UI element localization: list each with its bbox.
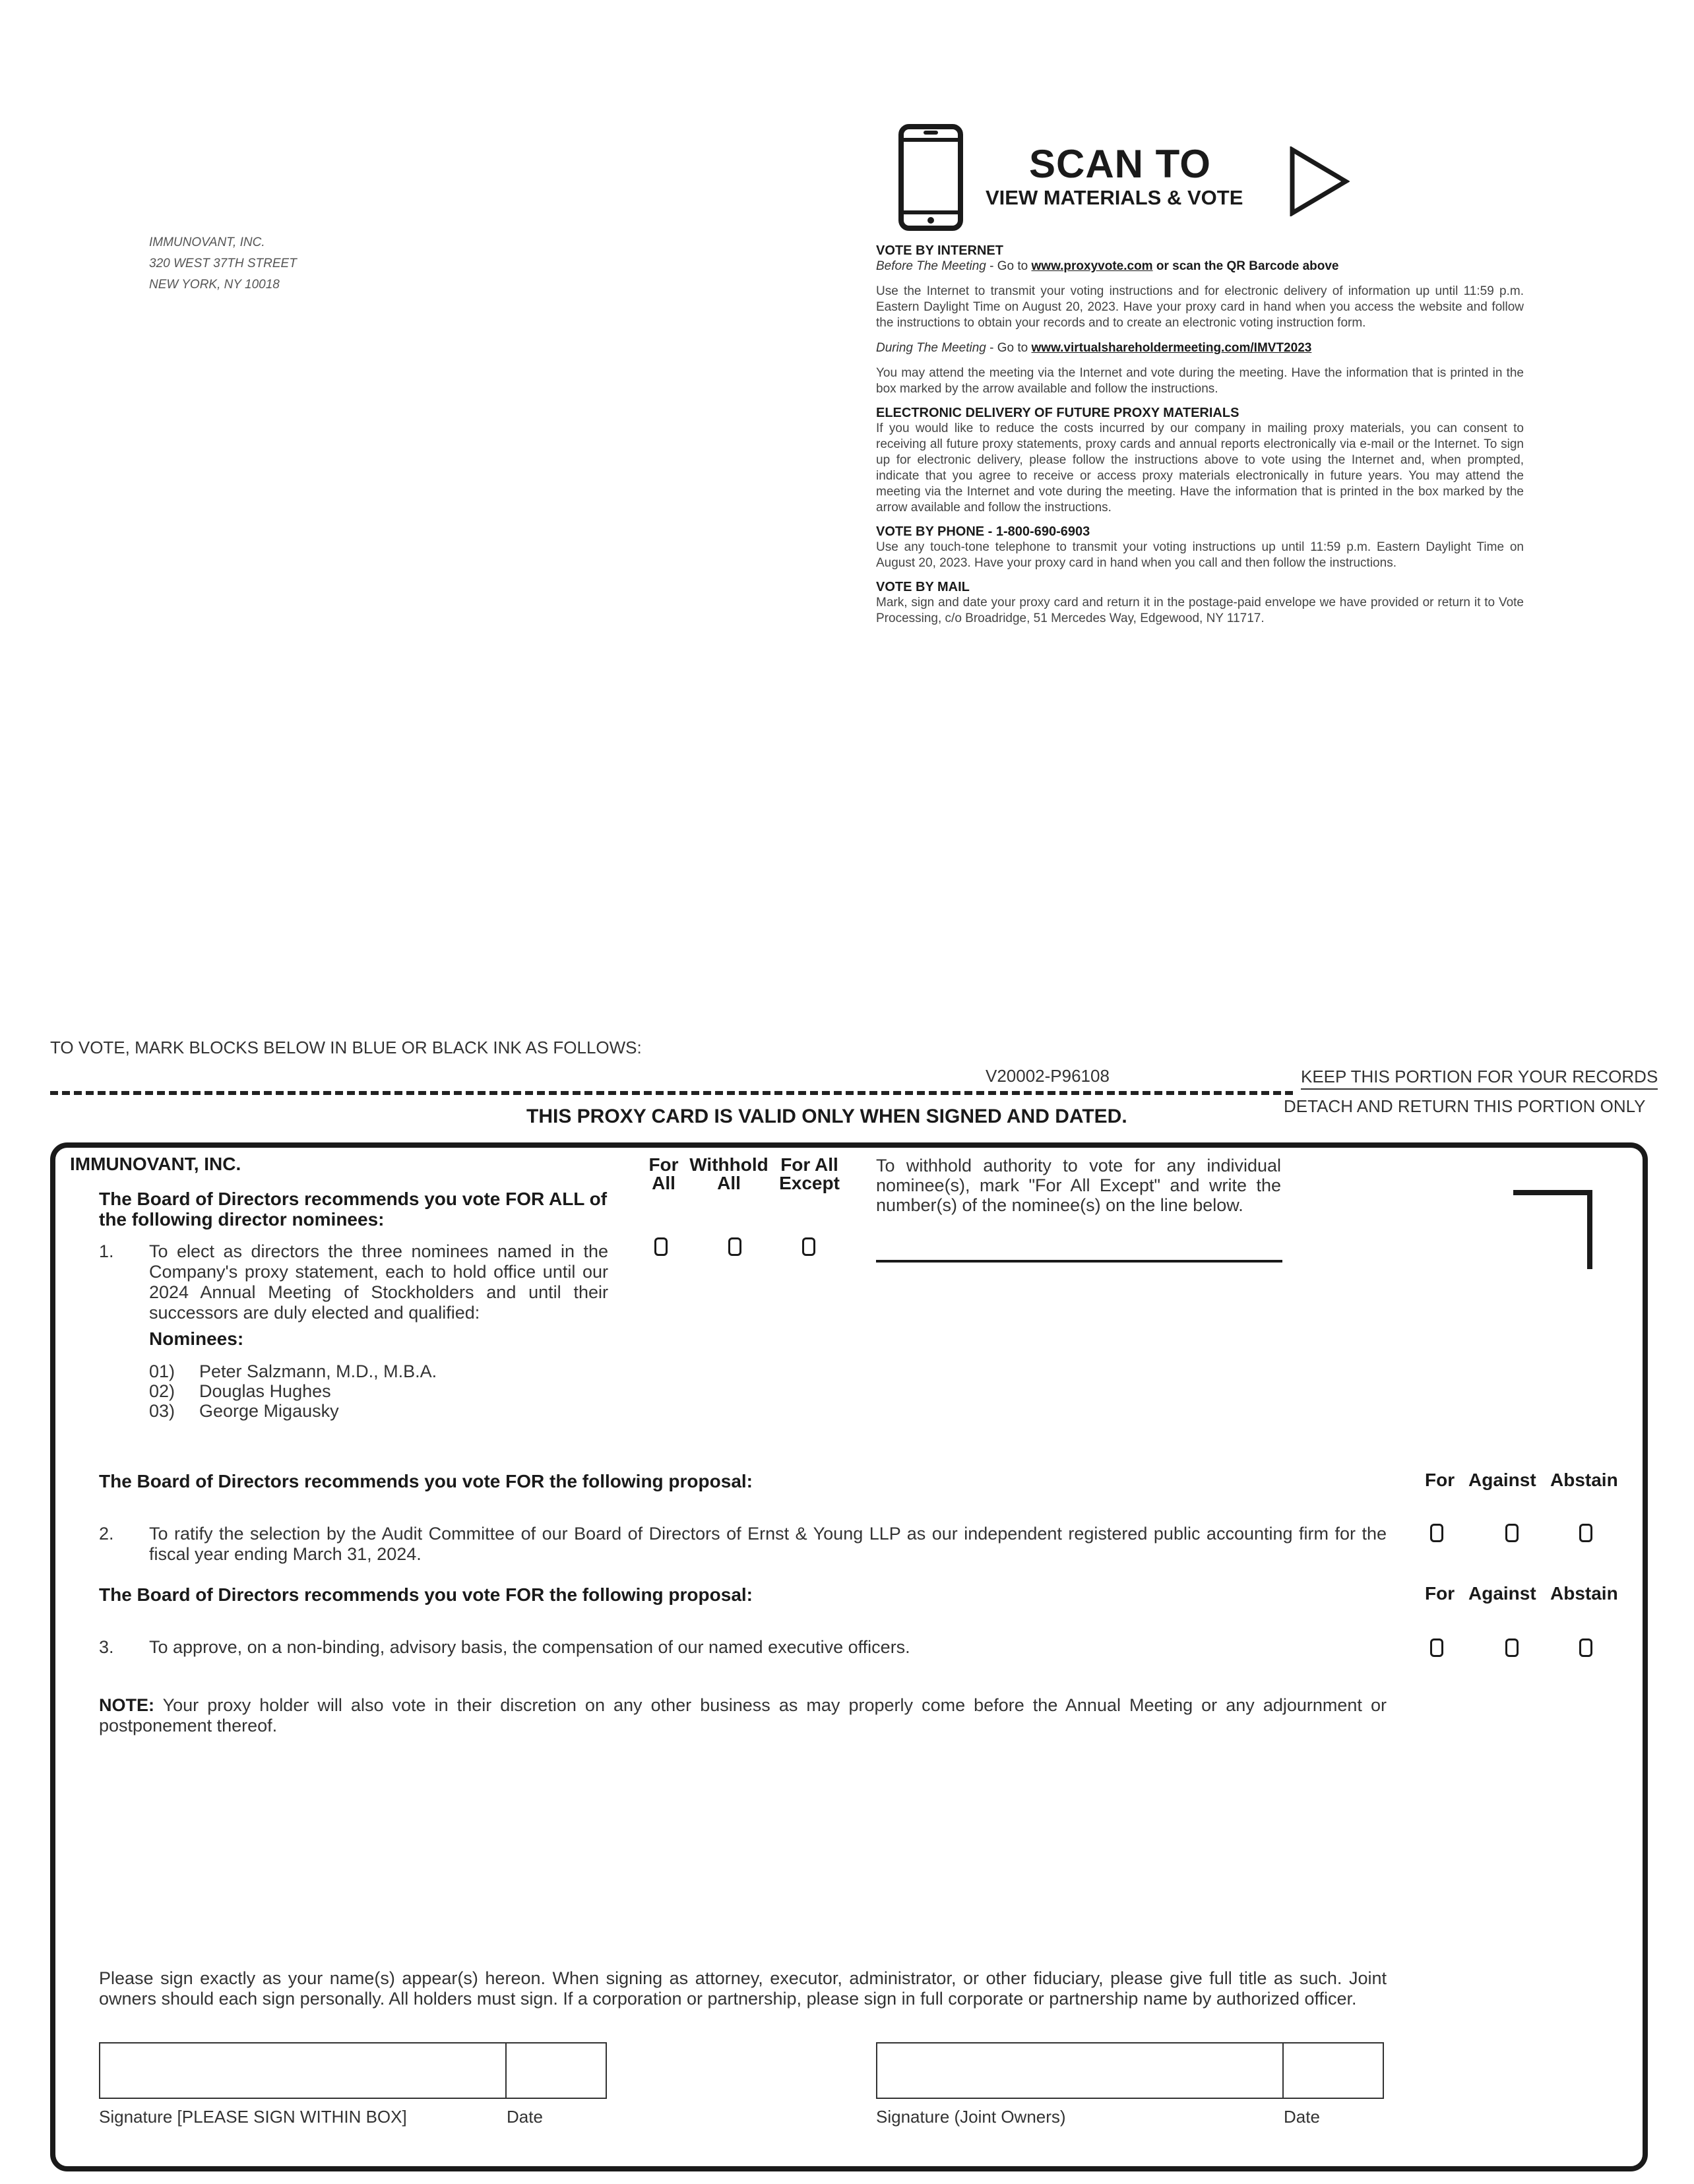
proposal1-recommendation: The Board of Directors recommends you vote FOR ALL of the following director nominees: — [99, 1189, 608, 1230]
proposal3-for-checkbox[interactable] — [1430, 1638, 1443, 1657]
proposal2-abstain-checkbox[interactable] — [1579, 1524, 1592, 1542]
column-for-all-except — [773, 1156, 846, 1193]
during-text: You may attend the meeting via the Internet and vote during the meeting. Have the information that is printed in the box marked by the arrow available and follow the instructions. — [876, 366, 1524, 396]
internet-text: Use the Internet to transmit your voting instructions and for electronic delivery of information up until 11:59 p.m. Eastern Daylight Time on August 20, 2023. Have your proxy card in hand when you access the website and follow the instructions to obtain your records and to create an electronic voting instruction form. — [876, 284, 1524, 330]
note-text: Your proxy holder will also vote in their discretion on any other business as may properly come before the Annual Meeting or any adjournment or postponement thereof. — [99, 1695, 1387, 1735]
joint-signature-label: Signature (Joint Owners) — [876, 2107, 1066, 2127]
card-company-name: IMMUNOVANT, INC. — [70, 1154, 241, 1174]
return-address — [149, 232, 297, 296]
note — [99, 1695, 1387, 1736]
proposal2-against-label: Against — [1468, 1470, 1536, 1490]
return-address-line1: IMMUNOVANT, INC. — [149, 235, 265, 249]
checkbox-withhold-all[interactable] — [728, 1237, 741, 1256]
edelivery-heading: ELECTRONIC DELIVERY OF FUTURE PROXY MATERIALS — [876, 406, 1239, 420]
phone-heading: VOTE BY PHONE - 1-800-690-6903 — [876, 524, 1090, 539]
joint-date-label: Date — [1284, 2107, 1320, 2127]
proposal3-number: 3. — [99, 1637, 114, 1657]
nominee-number: 03) — [149, 1401, 175, 1421]
proposal3-recommendation: The Board of Directors recommends you vote FOR the following proposal: — [99, 1584, 753, 1605]
withhold-instructions: To withhold authority to vote for any individual nominee(s), mark "For All Except" and write the number(s) of the nominee(s) on the line below. — [876, 1156, 1281, 1215]
proposal1-number: 1. — [99, 1241, 114, 1261]
proposal3-against-label: Against — [1468, 1583, 1536, 1604]
column-withhold-all-line1: Withhold — [689, 1154, 769, 1175]
before-suffix: or scan the QR Barcode above — [1152, 259, 1339, 273]
joint-signature-box[interactable] — [876, 2042, 1284, 2099]
proposal3-abstain-checkbox[interactable] — [1579, 1638, 1592, 1657]
mail-heading: VOTE BY MAIL — [876, 580, 970, 594]
checkbox-for-all-except[interactable] — [802, 1237, 815, 1256]
nominee-item — [149, 1401, 339, 1421]
before-meeting-line — [876, 259, 1524, 274]
nominee-name: George Migausky — [199, 1401, 339, 1421]
column-for-all-except-line1: For All — [780, 1154, 838, 1175]
mail-text: Mark, sign and date your proxy card and return it in the postage-paid envelope we have provided or return it to Vote Processing, c/o Broadridge, 51 Mercedes Way, Edgewood, NY 11717. — [876, 596, 1524, 625]
proposal2-for-checkbox[interactable] — [1430, 1524, 1443, 1542]
column-withhold-all-line2: All — [717, 1173, 741, 1193]
column-withhold-all — [686, 1156, 772, 1193]
column-for-all-line2: All — [652, 1173, 675, 1193]
note-label: NOTE: — [99, 1695, 154, 1715]
scan-subtitle: VIEW MATERIALS & VOTE — [986, 186, 1243, 209]
nominee-number: 02) — [149, 1381, 175, 1401]
nominees-heading: Nominees: — [149, 1328, 244, 1349]
nominee-item — [149, 1361, 437, 1382]
play-arrow-icon — [1289, 146, 1350, 216]
during-meeting-label: During The Meeting — [876, 341, 986, 355]
proxyvote-link[interactable]: www.proxyvote.com — [1031, 259, 1153, 273]
voting-instructions — [876, 243, 1524, 627]
signature-label: Signature [PLEASE SIGN WITHIN BOX] — [99, 2107, 407, 2127]
keep-portion-label: KEEP THIS PORTION FOR YOUR RECORDS — [1301, 1067, 1658, 1090]
column-for-all — [644, 1156, 683, 1193]
checkbox-for-all[interactable] — [654, 1237, 668, 1256]
during-meeting-line — [876, 340, 1524, 356]
proposal1-text: To elect as directors the three nominees named in the Company's proxy statement, each to hold office until our 2024 Annual Meeting of Stockholders and until their successors are duly elected and qualified: — [149, 1241, 608, 1323]
detach-portion-label: DETACH AND RETURN THIS PORTION ONLY — [1284, 1096, 1646, 1116]
valid-notice: THIS PROXY CARD IS VALID ONLY WHEN SIGNED AND DATED. — [526, 1106, 1127, 1127]
proposal2-number: 2. — [99, 1524, 114, 1544]
nominee-name: Douglas Hughes — [199, 1381, 331, 1401]
column-for-all-except-line2: Except — [779, 1173, 840, 1193]
return-address-line3: NEW YORK, NY 10018 — [149, 278, 280, 292]
proposal3-for-label: For — [1425, 1583, 1455, 1604]
column-for-all-line1: For — [648, 1154, 679, 1175]
proposal2-against-checkbox[interactable] — [1505, 1524, 1519, 1542]
date-box[interactable] — [507, 2042, 607, 2099]
corner-marker — [1513, 1190, 1592, 1269]
control-code: V20002-P96108 — [986, 1066, 1110, 1086]
to-vote-instruction: TO VOTE, MARK BLOCKS BELOW IN BLUE OR BLACK INK AS FOLLOWS: — [50, 1038, 642, 1057]
internet-heading: VOTE BY INTERNET — [876, 243, 1003, 258]
signature-box[interactable] — [99, 2042, 507, 2099]
proposal2-for-label: For — [1425, 1470, 1455, 1490]
phone-text: Use any touch-tone telephone to transmit your voting instructions up until 11:59 p.m. Eastern Daylight Time on August 20, 2023. Have your proxy card in hand when you call and then follow the instructions. — [876, 540, 1524, 570]
joint-date-box[interactable] — [1284, 2042, 1384, 2099]
date-label: Date — [507, 2107, 543, 2127]
virtual-meeting-link[interactable]: www.virtualshareholdermeeting.com/IMVT2023 — [1031, 341, 1312, 355]
proposal3-text: To approve, on a non-binding, advisory basis, the compensation of our named executive officers. — [149, 1637, 910, 1657]
nominee-name: Peter Salzmann, M.D., M.B.A. — [199, 1361, 437, 1381]
signature-instructions: Please sign exactly as your name(s) appear(s) hereon. When signing as attorney, executor, administrator, or other fiduciary, please give full title as such. Joint owners should each sign personally. All holders must sign. If a corporation or partnership, please sign in full corporate or partnership name by authorized officer. — [99, 1968, 1387, 2009]
detach-line — [50, 1091, 1293, 1095]
nominee-exception-line[interactable] — [876, 1260, 1282, 1263]
proposal2-recommendation: The Board of Directors recommends you vote FOR the following proposal: — [99, 1471, 753, 1491]
edelivery-text: If you would like to reduce the costs incurred by our company in mailing proxy materials, you can consent to receiving all future proxy statements, proxy cards and annual reports electronically via e-mail or the Internet. To sign up for electronic delivery, please follow the instructions above to vote using the Internet and, when prompted, indicate that you agree to receive or access proxy materials electronically in future years. You may attend the meeting via the Internet and vote during the meeting. Have the information that is printed in the box marked by the arrow available and follow the instructions. — [876, 421, 1524, 515]
nominee-item — [149, 1381, 331, 1402]
before-meeting-label: Before The Meeting — [876, 259, 986, 273]
proposal3-abstain-label: Abstain — [1550, 1583, 1618, 1604]
scan-title: SCAN TO — [1029, 142, 1211, 186]
proposal2-abstain-label: Abstain — [1550, 1470, 1618, 1490]
phone-icon — [898, 124, 963, 231]
proposal2-text: To ratify the selection by the Audit Committee of our Board of Directors of Ernst & Young LLP as our independent registered public accounting firm for the fiscal year ending March 31, 2024. — [149, 1524, 1387, 1564]
nominee-number: 01) — [149, 1361, 175, 1381]
return-address-line2: 320 WEST 37TH STREET — [149, 257, 297, 270]
during-goto: - Go to — [986, 341, 1032, 355]
before-goto: - Go to — [986, 259, 1032, 273]
proposal3-against-checkbox[interactable] — [1505, 1638, 1519, 1657]
